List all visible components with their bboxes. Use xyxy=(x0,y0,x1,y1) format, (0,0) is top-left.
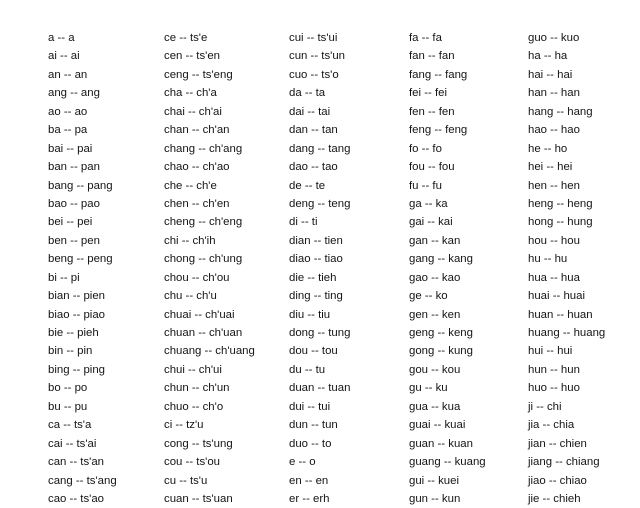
romanization-entry: dai -- tai xyxy=(289,105,331,118)
romanization-entry: jian -- chien xyxy=(528,437,587,450)
romanization-entry: cou -- ts'ou xyxy=(164,456,220,469)
romanization-entry: dong -- tung xyxy=(289,327,351,339)
romanization-entry: cun -- ts'un xyxy=(289,50,345,63)
romanization-entry: fou -- fou xyxy=(409,161,455,174)
romanization-entry: cong -- ts'ung xyxy=(164,437,233,450)
romanization-entry: cu -- ts'u xyxy=(164,474,208,487)
romanization-entry: ha -- ha xyxy=(528,50,568,63)
romanization-entry: bin -- pin xyxy=(48,345,93,358)
romanization-entry: beng -- peng xyxy=(48,253,113,266)
romanization-entry: dian -- tien xyxy=(289,234,343,247)
romanization-entry: fo -- fo xyxy=(409,142,442,155)
romanization-entry: hang -- hang xyxy=(528,105,593,118)
romanization-entry: guai -- kuai xyxy=(409,419,466,432)
romanization-entry: duo -- to xyxy=(289,437,332,450)
romanization-entry: jiao -- chiao xyxy=(528,474,587,487)
romanization-entry: bang -- pang xyxy=(48,179,113,192)
romanization-entry: can -- ts'an xyxy=(48,456,104,469)
romanization-entry: gen -- ken xyxy=(409,308,461,321)
romanization-entry: ca -- ts'a xyxy=(48,419,92,432)
romanization-entry: guang -- kuang xyxy=(409,456,486,469)
romanization-entry: chan -- ch'an xyxy=(164,124,230,137)
romanization-entry: chen -- ch'en xyxy=(164,197,230,210)
romanization-entry: en -- en xyxy=(289,474,329,487)
romanization-entry: e -- o xyxy=(289,456,316,469)
romanization-entry: chai -- ch'ai xyxy=(164,105,222,118)
romanization-entry: ang -- ang xyxy=(48,87,100,100)
romanization-entry: dun -- tun xyxy=(289,419,338,432)
romanization-entry: du -- tu xyxy=(289,363,326,376)
romanization-entry: bi -- pi xyxy=(48,271,80,284)
romanization-entry: de -- te xyxy=(289,179,326,192)
romanization-entry: cuo -- ts'o xyxy=(289,68,339,81)
romanization-entry: chuan -- ch'uan xyxy=(164,327,243,339)
table-column xyxy=(289,29,407,508)
romanization-entry: dang -- tang xyxy=(289,142,351,155)
romanization-entry: bei -- pei xyxy=(48,216,93,229)
romanization-entry: di -- ti xyxy=(289,216,318,229)
romanization-entry: ge -- ko xyxy=(409,290,448,303)
romanization-entry: cao -- ts'ao xyxy=(48,492,104,505)
romanization-entry: hei -- hei xyxy=(528,161,573,174)
romanization-entry: chong -- ch'ung xyxy=(164,253,243,266)
romanization-entry: hun -- hun xyxy=(528,363,580,376)
romanization-entry: chou -- ch'ou xyxy=(164,271,230,284)
romanization-entry: fu -- fu xyxy=(409,179,442,192)
romanization-entry: gai -- kai xyxy=(409,216,453,229)
romanization-entry: jia -- chia xyxy=(528,419,575,432)
romanization-entry: chao -- ch'ao xyxy=(164,161,230,174)
romanization-entry: ga -- ka xyxy=(409,197,448,210)
romanization-entry: an -- an xyxy=(48,68,88,81)
romanization-entry: hen -- hen xyxy=(528,179,580,192)
romanization-entry: ai -- ai xyxy=(48,50,80,63)
romanization-entry: chi -- ch'ih xyxy=(164,234,216,247)
romanization-entry: ben -- pen xyxy=(48,234,100,247)
romanization-entry: hong -- hung xyxy=(528,216,593,229)
romanization-entry: bo -- po xyxy=(48,382,88,395)
romanization-entry: hu -- hu xyxy=(528,253,568,266)
romanization-entry: cuan -- ts'uan xyxy=(164,492,233,505)
romanization-entry: bai -- pai xyxy=(48,142,93,155)
romanization-entry: gui -- kuei xyxy=(409,474,460,487)
romanization-entry: fa -- fa xyxy=(409,32,442,44)
romanization-entry: huai -- huai xyxy=(528,290,585,303)
romanization-entry: chui -- ch'ui xyxy=(164,363,222,376)
romanization-entry: huan -- huan xyxy=(528,308,593,321)
romanization-entry: feng -- feng xyxy=(409,124,468,137)
table-column xyxy=(528,29,636,508)
romanization-entry: da -- ta xyxy=(289,87,326,100)
romanization-entry: ce -- ts'e xyxy=(164,32,208,44)
romanization-entry: he -- ho xyxy=(528,142,568,155)
romanization-entry: er -- erh xyxy=(289,492,330,505)
romanization-entry: cen -- ts'en xyxy=(164,50,220,63)
romanization-entry: ao -- ao xyxy=(48,105,88,118)
romanization-entry: chu -- ch'u xyxy=(164,290,217,303)
romanization-entry: ci -- tz'u xyxy=(164,419,204,432)
romanization-entry: ban -- pan xyxy=(48,161,100,174)
romanization-entry: bian -- pien xyxy=(48,290,105,303)
romanization-entry: bu -- pu xyxy=(48,400,88,413)
romanization-entry: guan -- kuan xyxy=(409,437,473,450)
table-column xyxy=(48,29,166,508)
romanization-entry: diao -- tiao xyxy=(289,253,343,266)
romanization-entry: chang -- ch'ang xyxy=(164,142,243,155)
romanization-entry: gua -- kua xyxy=(409,400,461,413)
romanization-entry: cang -- ts'ang xyxy=(48,474,117,487)
romanization-entry: gong -- kung xyxy=(409,345,473,358)
romanization-entry: heng -- heng xyxy=(528,197,593,210)
romanization-entry: biao -- piao xyxy=(48,308,105,321)
romanization-entry: fen -- fen xyxy=(409,105,455,118)
romanization-entry: huang -- huang xyxy=(528,327,606,339)
table-column xyxy=(164,29,282,508)
romanization-entry: die -- tieh xyxy=(289,271,337,284)
romanization-entry: chun -- ch'un xyxy=(164,382,230,395)
romanization-entry: hou -- hou xyxy=(528,234,580,247)
romanization-entry: fei -- fei xyxy=(409,87,447,100)
romanization-entry: ba -- pa xyxy=(48,124,88,137)
romanization-entry: gao -- kao xyxy=(409,271,461,284)
romanization-entry: ji -- chi xyxy=(528,400,562,413)
romanization-entry: hua -- hua xyxy=(528,271,580,284)
romanization-entry: gang -- kang xyxy=(409,253,473,266)
romanization-entry: geng -- keng xyxy=(409,327,473,339)
romanization-entry: jie -- chieh xyxy=(528,492,581,505)
romanization-entry: guo -- kuo xyxy=(528,32,580,44)
romanization-entry: ceng -- ts'eng xyxy=(164,68,233,81)
romanization-entry: jiang -- chiang xyxy=(528,456,600,469)
romanization-entry: bao -- pao xyxy=(48,197,100,210)
romanization-entry: cui -- ts'ui xyxy=(289,32,338,44)
romanization-entry: dan -- tan xyxy=(289,124,338,137)
romanization-entry: dui -- tui xyxy=(289,400,331,413)
romanization-entry: dao -- tao xyxy=(289,161,338,174)
romanization-entry: hai -- hai xyxy=(528,68,573,81)
romanization-entry: chuo -- ch'o xyxy=(164,400,224,413)
romanization-entry: huo -- huo xyxy=(528,382,580,395)
romanization-entry: bing -- ping xyxy=(48,363,105,376)
romanization-entry: gou -- kou xyxy=(409,363,461,376)
romanization-entry: hui -- hui xyxy=(528,345,573,358)
romanization-entry: deng -- teng xyxy=(289,197,351,210)
romanization-entry: gu -- ku xyxy=(409,382,448,395)
romanization-entry: cheng -- ch'eng xyxy=(164,216,243,229)
romanization-entry: hao -- hao xyxy=(528,124,580,137)
romanization-entry: che -- ch'e xyxy=(164,179,217,192)
romanization-entry: ding -- ting xyxy=(289,290,343,303)
romanization-entry: fan -- fan xyxy=(409,50,455,63)
romanization-entry: diu -- tiu xyxy=(289,308,331,321)
romanization-entry: a -- a xyxy=(48,32,75,44)
romanization-entry: cai -- ts'ai xyxy=(48,437,97,450)
romanization-entry: fang -- fang xyxy=(409,68,468,81)
table-column xyxy=(409,29,527,508)
romanization-entry: chuai -- ch'uai xyxy=(164,308,235,321)
romanization-entry: gun -- kun xyxy=(409,492,461,505)
romanization-entry: han -- han xyxy=(528,87,580,100)
romanization-entry: bie -- pieh xyxy=(48,327,99,339)
romanization-entry: duan -- tuan xyxy=(289,382,351,395)
romanization-entry: cha -- ch'a xyxy=(164,87,217,100)
romanization-entry: gan -- kan xyxy=(409,234,461,247)
romanization-entry: chuang -- ch'uang xyxy=(164,345,255,358)
romanization-entry: dou -- tou xyxy=(289,345,338,358)
